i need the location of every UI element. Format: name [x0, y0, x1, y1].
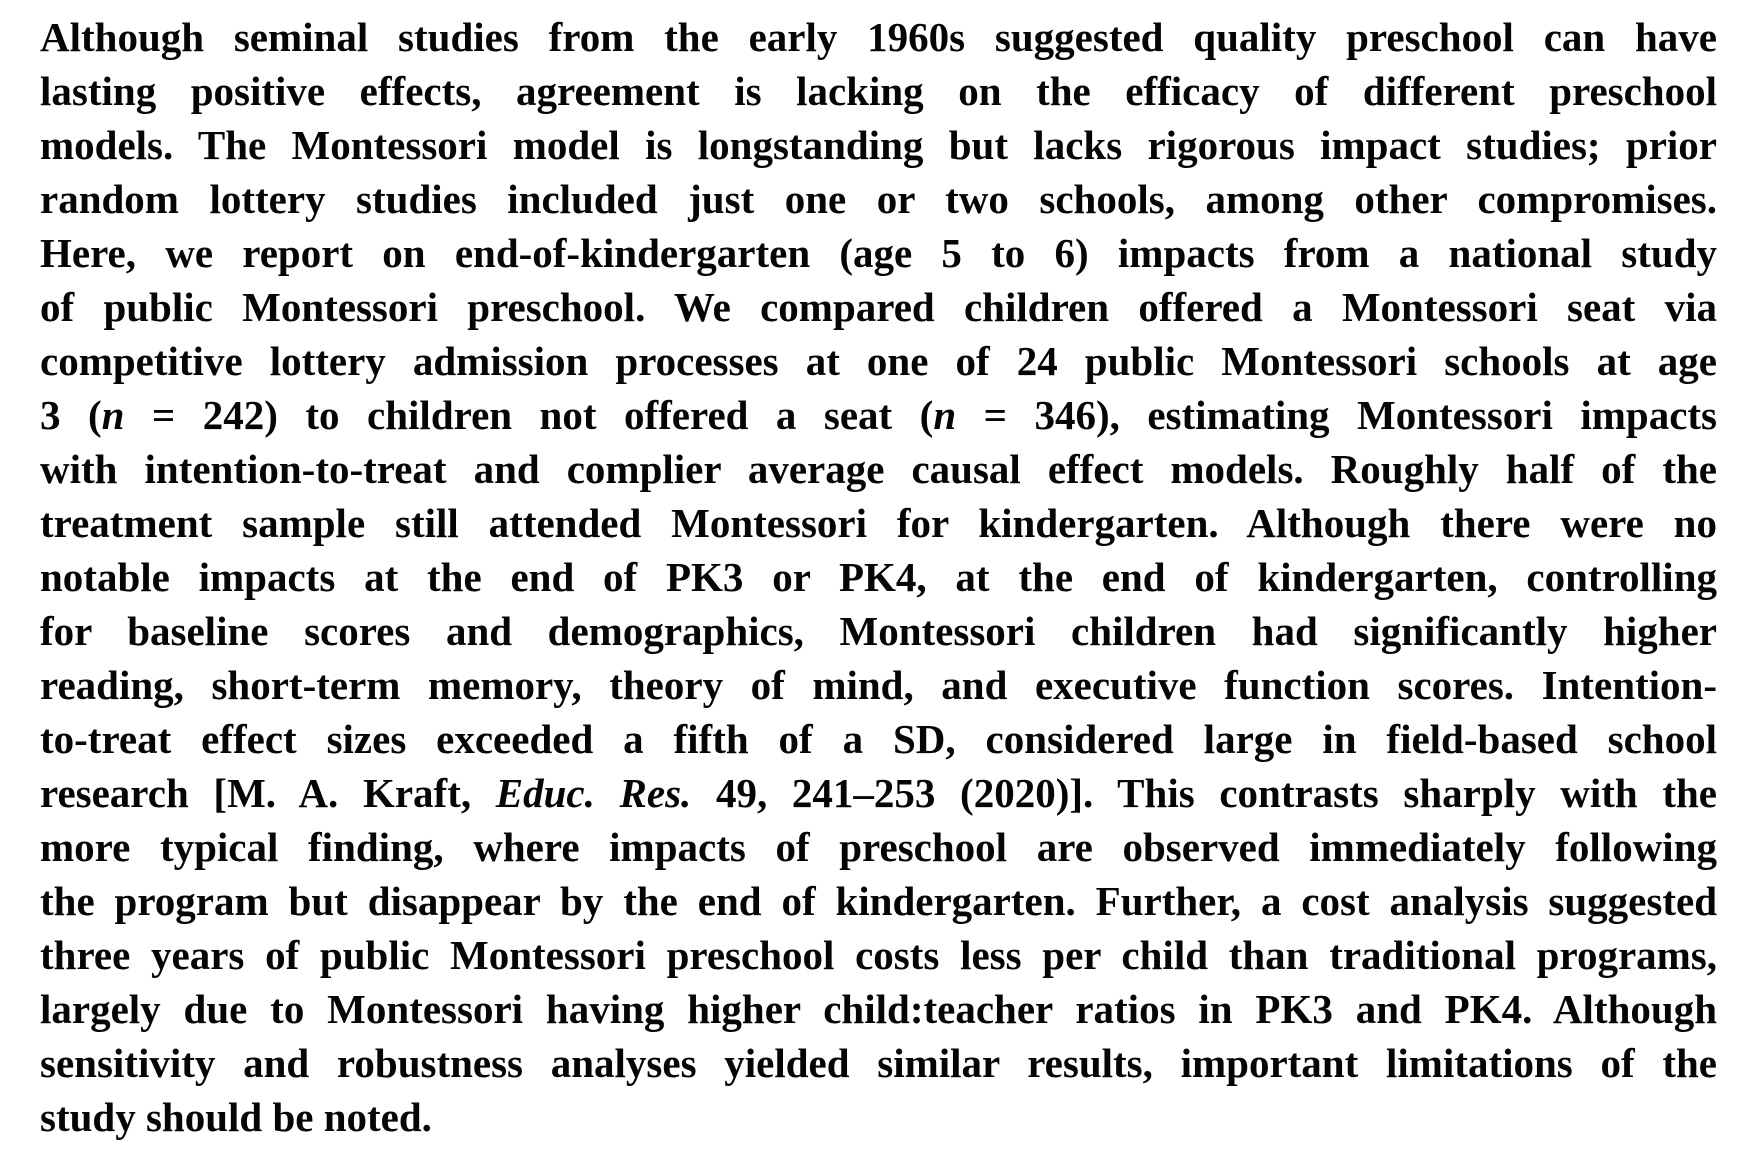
text-line: [40, 64, 1717, 118]
text-segment: treatment sample still attended Montessori for kindergarten. Although there were no: [40, 500, 1717, 546]
text-segment: models. The Montessori model is longstanding but lacks rigorous impact studies; prior: [40, 122, 1717, 168]
text-segment: = 242) to children not offered a seat (: [124, 392, 934, 438]
text-segment: three years of public Montessori preschool costs less per child than traditional programs,: [40, 932, 1717, 978]
text-segment: notable impacts at the end of PK3 or PK4, at the end of kindergarten, controlling: [40, 554, 1717, 600]
italic-text-segment: Educ. Res.: [495, 770, 692, 816]
text-line: [40, 388, 1717, 442]
text-segment: random lottery studies included just one or two schools, among other compromises.: [40, 176, 1717, 222]
text-line: [40, 118, 1717, 172]
text-line: [40, 172, 1717, 226]
text-segment: largely due to Montessori having higher child:teacher ratios in PK3 and PK4. Although: [40, 986, 1717, 1032]
text-segment: reading, short-term memory, theory of mind, and executive function scores. Intention-: [40, 662, 1717, 708]
text-segment: = 346), estimating Montessori impacts: [956, 392, 1718, 438]
text-segment: the program but disappear by the end of kindergarten. Further, a cost analysis suggested: [40, 878, 1717, 924]
text-line: [40, 982, 1717, 1036]
text-line: [40, 10, 1717, 64]
text-segment: 3 (: [40, 392, 102, 438]
text-line: [40, 766, 1717, 820]
text-line: [40, 442, 1717, 496]
text-line: [40, 874, 1717, 928]
text-segment: for baseline scores and demographics, Montessori children had significantly higher: [40, 608, 1717, 654]
text-segment: more typical finding, where impacts of preschool are observed immediately following: [40, 824, 1717, 870]
text-line: [40, 226, 1717, 280]
text-line: [40, 334, 1717, 388]
text-segment: Although seminal studies from the early 1960s suggested quality preschool can have: [40, 14, 1717, 60]
text-segment: competitive lottery admission processes at one of 24 public Montessori schools at age: [40, 338, 1717, 384]
text-line: [40, 712, 1717, 766]
text-segment: sensitivity and robustness analyses yielded similar results, important limitations of the: [40, 1040, 1717, 1086]
text-line: [40, 496, 1717, 550]
text-line: [40, 1090, 1717, 1144]
italic-text-segment: n: [101, 392, 125, 438]
text-line: [40, 928, 1717, 982]
text-line: [40, 550, 1717, 604]
text-line: [40, 1036, 1717, 1090]
text-segment: lasting positive effects, agreement is lacking on the efficacy of different preschool: [40, 68, 1717, 114]
text-line: [40, 820, 1717, 874]
text-line: [40, 658, 1717, 712]
text-segment: with intention-to-treat and complier average causal effect models. Roughly half of the: [40, 446, 1717, 492]
text-segment: research [M. A. Kraft,: [40, 770, 496, 816]
text-segment: of public Montessori preschool. We compared children offered a Montessori seat via: [40, 284, 1717, 330]
text-line: [40, 604, 1717, 658]
text-segment: 49, 241–253 (2020)]. This contrasts sharply with the: [691, 770, 1718, 816]
text-line: [40, 280, 1717, 334]
text-segment: Here, we report on end-of-kindergarten (age 5 to 6) impacts from a national study: [40, 230, 1717, 276]
text-segment: study should be noted.: [40, 1094, 432, 1140]
text-segment: to-treat effect sizes exceeded a fifth of a SD, considered large in field-based school: [40, 716, 1717, 762]
italic-text-segment: n: [933, 392, 957, 438]
